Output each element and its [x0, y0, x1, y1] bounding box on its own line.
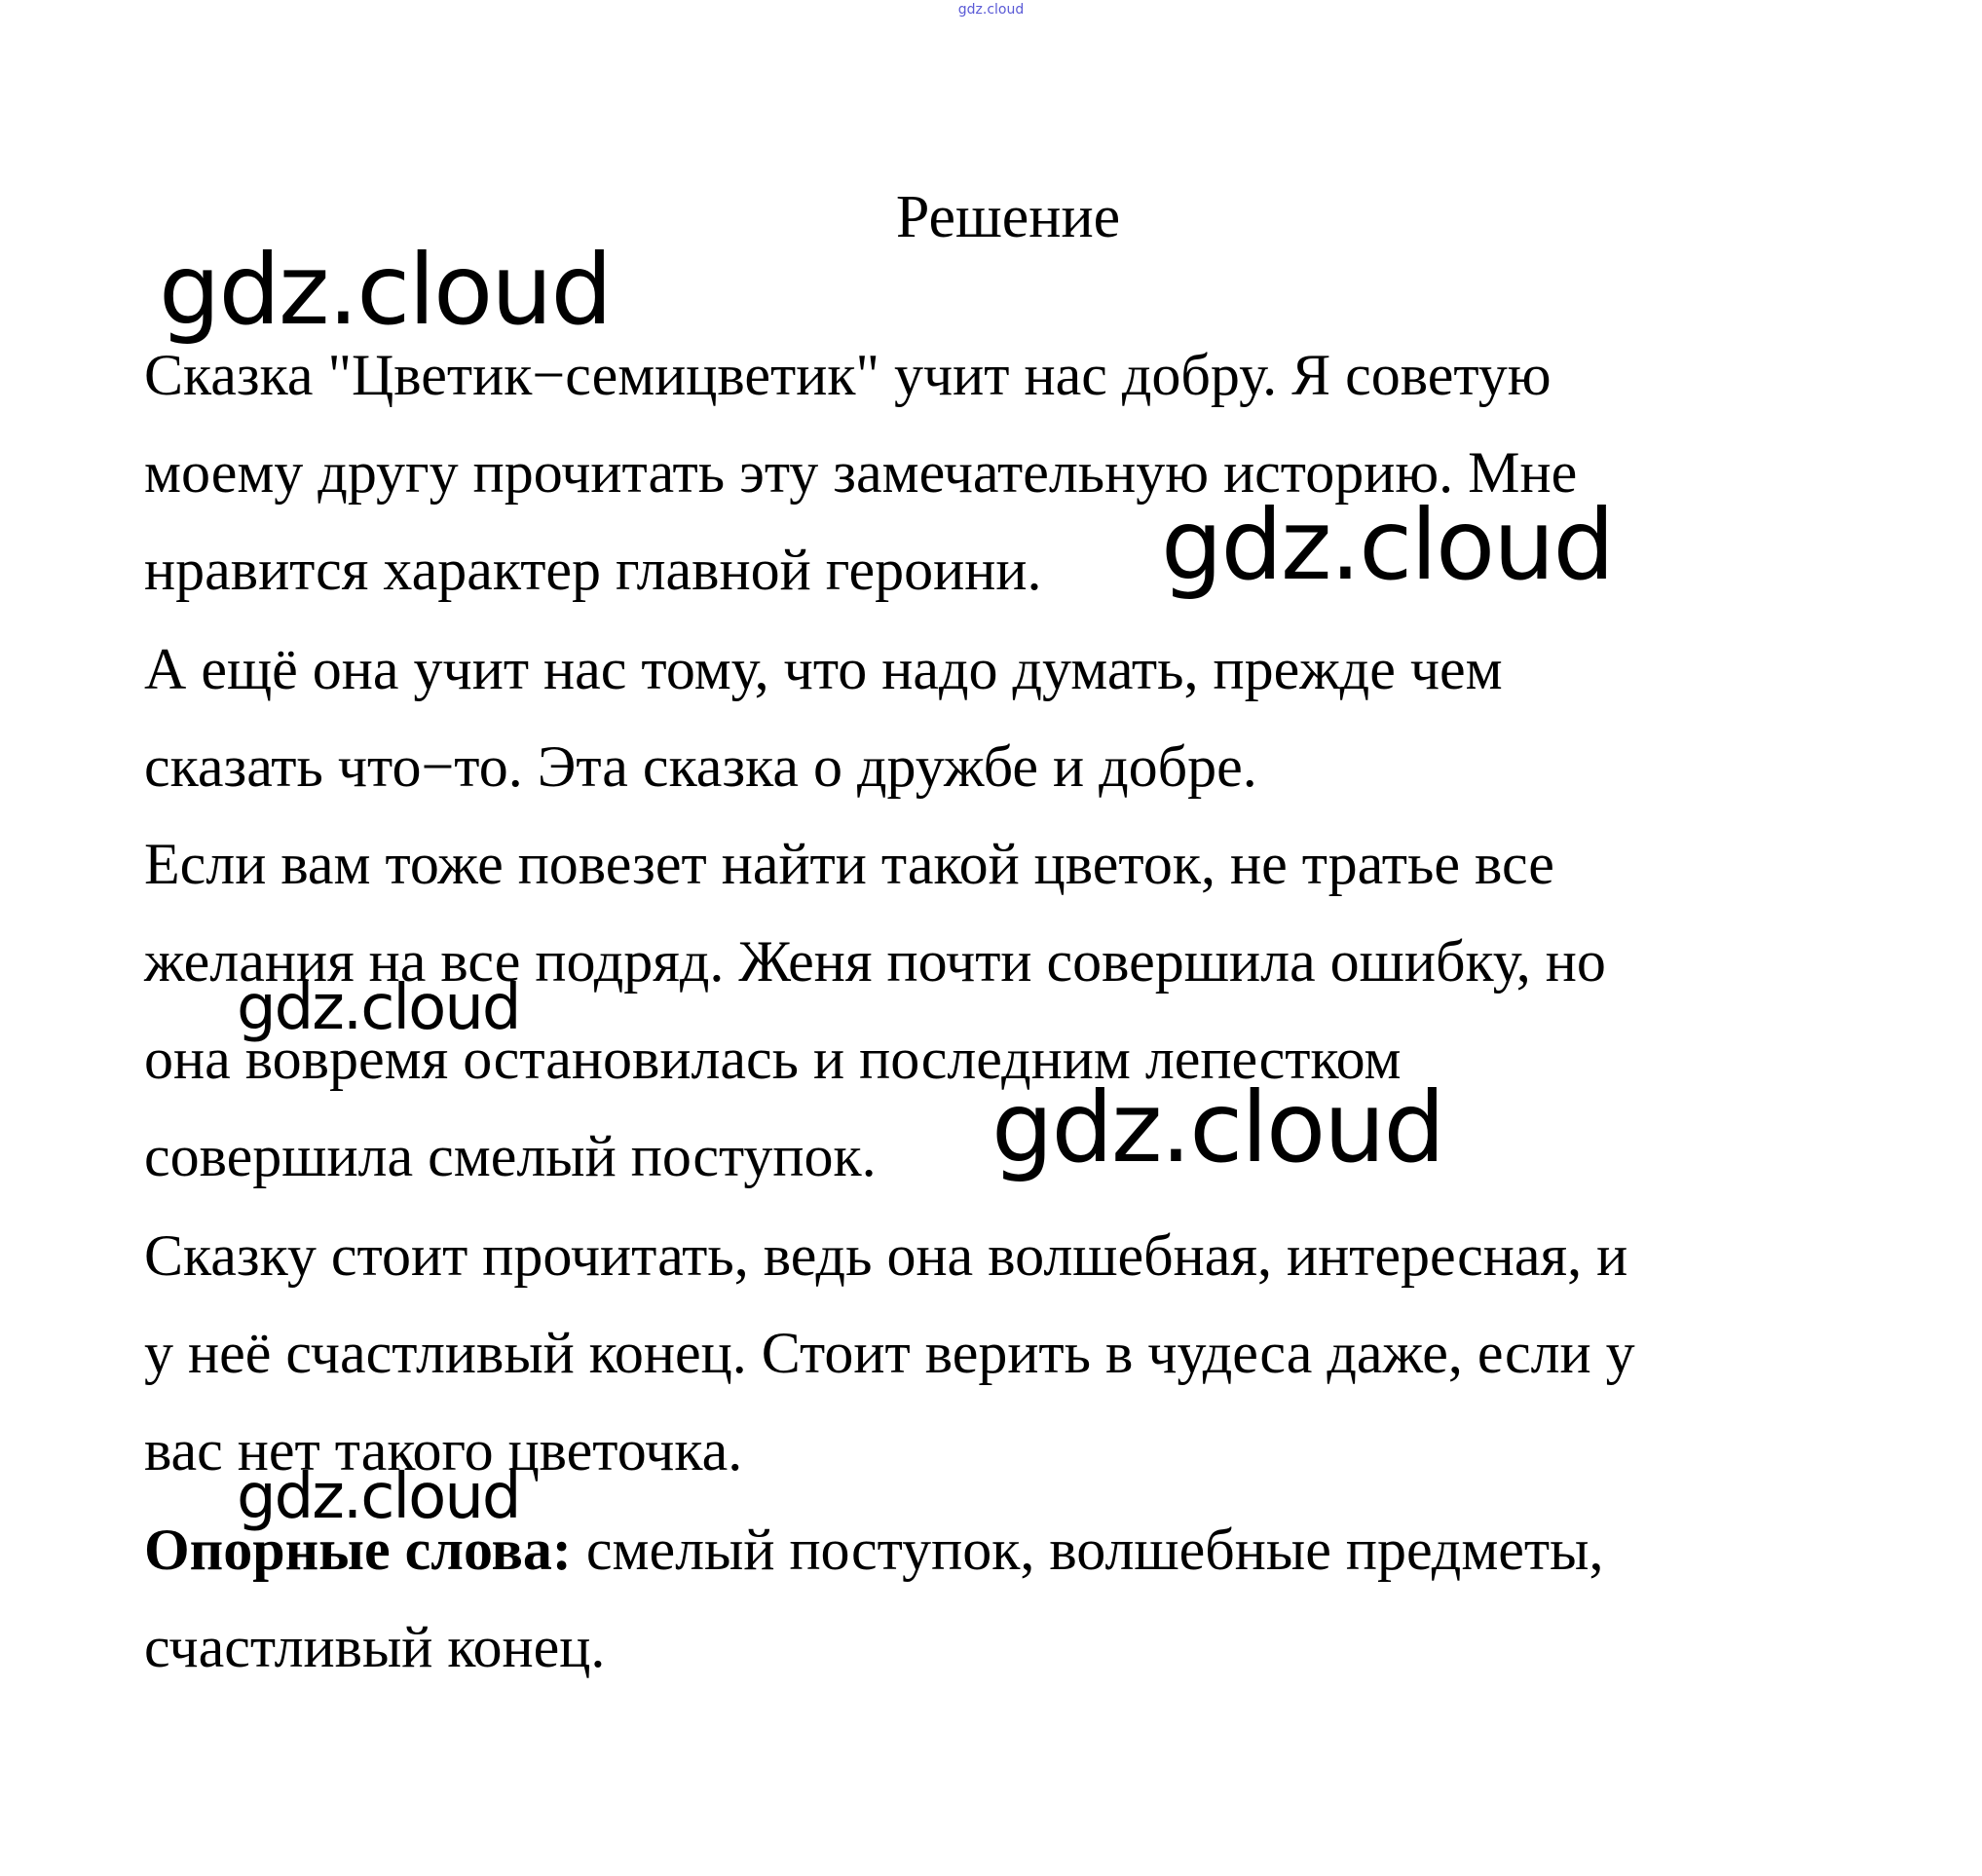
watermark: gdz.cloud — [159, 233, 612, 347]
site-watermark-small: gdz.cloud — [957, 2, 1025, 18]
essay-paragraph-1 — [144, 326, 1897, 619]
text-line: Сказка "Цветик−семицветик" учит нас добру. Я советую — [144, 343, 1552, 407]
text-line: Если вам тоже повезет найти такой цветок, не тратье все — [144, 832, 1554, 896]
watermark: gdz.cloud — [237, 972, 520, 1044]
keywords-block — [144, 1501, 1897, 1696]
text-line: совершила смелый поступок. — [144, 1124, 877, 1188]
text-line: у неё счастливый конец. Стоит верить в чудеса даже, если у — [144, 1321, 1635, 1385]
keywords-text: смелый поступок, волшебные предметы, — [571, 1518, 1604, 1582]
essay-paragraph-3 — [144, 815, 1897, 1205]
text-line: А ещё она учит нас тому, что надо думать, прежде чем — [144, 637, 1503, 701]
page-title: Решение — [895, 184, 1121, 250]
text-line: моему другу прочитать эту замечательную историю. Мне — [144, 440, 1578, 505]
essay-paragraph-4 — [144, 1207, 1897, 1499]
keywords-label: Опорные слова: — [144, 1518, 572, 1582]
keywords-line: счастливый конец. — [144, 1615, 606, 1679]
keywords-line — [144, 1501, 1897, 1598]
watermark: gdz.cloud — [991, 1070, 1444, 1184]
watermark: gdz.cloud — [1161, 488, 1614, 602]
text-line: сказать что−то. Эта сказка о дружбе и добре. — [144, 734, 1257, 799]
watermark: gdz.cloud — [237, 1461, 520, 1533]
text-line: желания на все подряд. Женя почти совершила ошибку, но — [144, 929, 1606, 994]
text-line: вас нет такого цветочка. — [144, 1418, 743, 1482]
text-line: она вовремя остановилась и последним лепестком — [144, 1027, 1402, 1091]
text-line: нравится характер главной героини. — [144, 538, 1042, 602]
text-line: Сказку стоит прочитать, ведь она волшебная, интересная, и — [144, 1223, 1628, 1288]
essay-paragraph-2 — [144, 620, 1897, 815]
